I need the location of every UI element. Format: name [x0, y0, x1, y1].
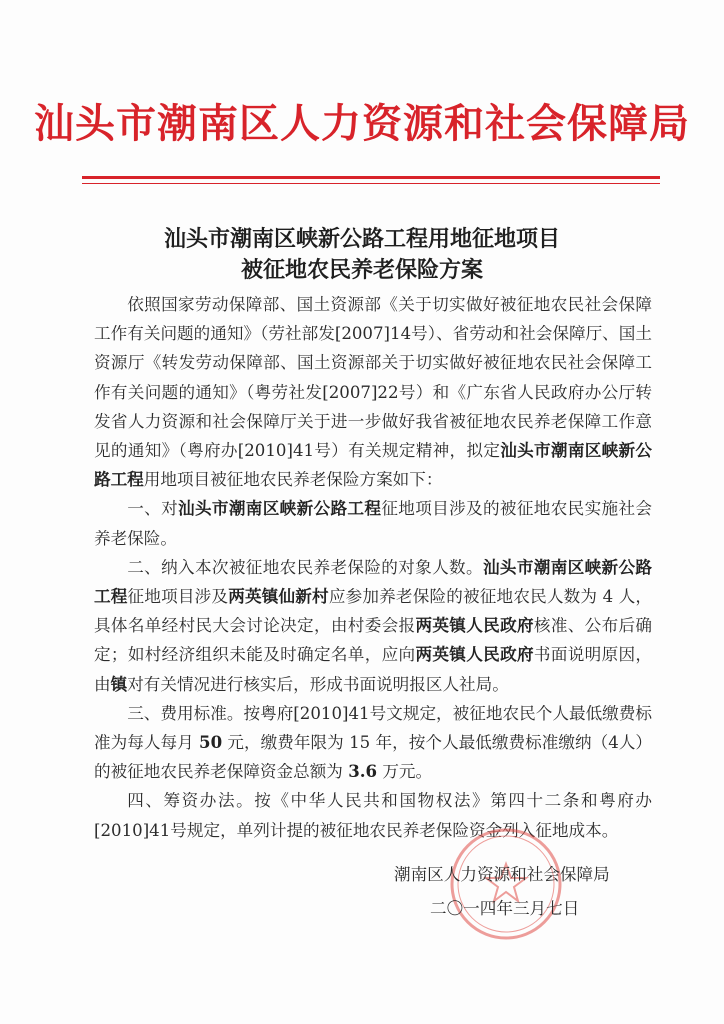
body-paragraph — [94, 786, 652, 844]
highlighted-text: 汕头市潮南区峡新公路工程 — [178, 498, 382, 519]
highlighted-text: 两英镇仙新村 — [228, 586, 329, 607]
paragraph-text: 元，缴费年限为 15 年，按个人最低缴费标准缴纳（4人）的被征地农民养老保障资金总额为 — [94, 733, 652, 782]
body-paragraph — [94, 553, 652, 699]
paragraph-text: 万元。 — [377, 762, 433, 782]
body-paragraph — [94, 699, 652, 787]
signature-block — [394, 858, 610, 926]
header-rule-thick — [82, 176, 660, 179]
highlighted-text: 汕头市潮南区峡新公路工程 — [94, 440, 653, 490]
paragraph-text: 二、纳入本次被征地农民养老保险的对象人数。 — [127, 557, 483, 577]
paragraph-text: 应参加养老保险的被征地农民人数为 4 人，具体名单经村民大会讨论决定，由村委会报 — [94, 587, 653, 636]
signature-organization: 潮南区人力资源和社会保障局 — [394, 865, 610, 884]
paragraph-text: 征地项目涉及的被征地农民实施社会养老保险。 — [94, 499, 653, 548]
highlighted-text: 3.6 — [348, 761, 378, 782]
highlighted-text: 镇 — [110, 673, 128, 694]
header-rule-thin — [82, 183, 660, 184]
highlighted-text: 50 — [199, 732, 223, 753]
highlighted-text: 两英镇人民政府 — [415, 644, 534, 665]
paragraph-text: 依照国家劳动保障部、国土资源部《关于切实做好被征地农民社会保障工作有关问题的通知》（劳社部发[2007]14号）、省劳动和社会保障厅、国土资源厅《转发劳动保障部、国土资源部关于切实做好被征地农民社会保障工作有关问题的通知》（粤劳社发[2007]22号）和《广东省人民政府办公厅转发省人力资源和社会保障厅关于进一步做好我省被征地农民养老保障工作意见的通知》（粤府办[2010]41号）有关规定精神，拟定 — [94, 295, 652, 461]
paragraph-text: 核准、公布后确定；如村经济组织未能及时确定名单，应向 — [94, 616, 653, 665]
paragraph-text: 三、费用标准。按粤府[2010]41号文规定，被征地农民个人最低缴费标准为每人每月 — [94, 703, 652, 753]
document-title-line-1: 汕头市潮南区峡新公路工程用地征地项目 — [163, 226, 560, 252]
paragraph-text: 用地项目被征地农民养老保险方案如下： — [143, 470, 443, 490]
agency-header-title: 汕头市潮南区人力资源和社会保障局 — [34, 101, 690, 147]
highlighted-text: 两英镇人民政府 — [415, 615, 534, 636]
paragraph-text: 四、筹资办法。按《中华人民共和国物权法》第四十二条和粤府办[2010]41号规定，单列计提的被征地农民养老保险资金列入征地成本。 — [94, 791, 652, 840]
paragraph-text: 征地项目涉及 — [127, 587, 229, 607]
paragraph-text: 对有关情况进行核实后，形成书面说明报区人社局。 — [127, 674, 509, 694]
body-paragraph — [94, 494, 652, 552]
highlighted-text: 汕头市潮南区峡新公路工程 — [94, 556, 653, 607]
signature-date: 二〇一四年三月七日 — [430, 899, 580, 918]
document-title-line-2: 被征地农民养老保险方案 — [240, 257, 483, 283]
paragraph-text: 一、对 — [127, 499, 179, 519]
document-body — [94, 290, 652, 845]
paragraph-text: 书面说明原因，由 — [94, 645, 653, 694]
body-paragraph — [94, 290, 652, 494]
